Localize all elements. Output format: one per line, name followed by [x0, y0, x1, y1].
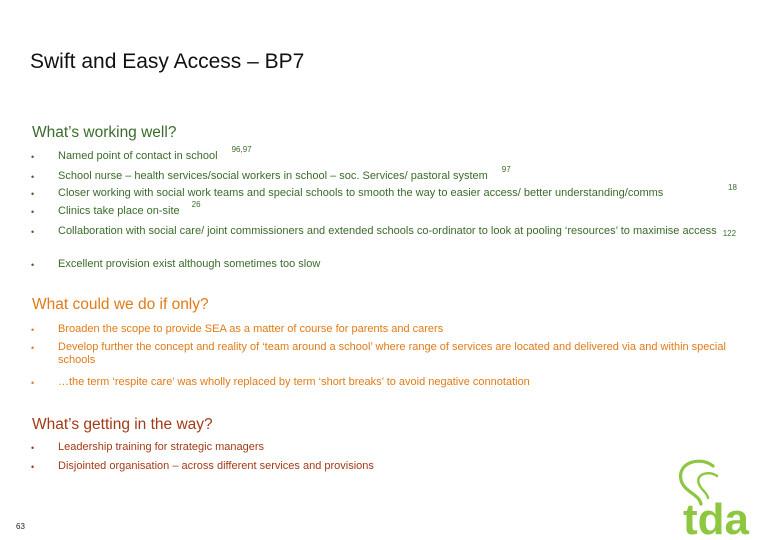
- item-text: School nurse – health services/social workers in school – soc. Services/ pastoral system: [58, 170, 488, 182]
- item-reference: 26: [191, 200, 201, 209]
- item-reference: 18: [728, 183, 737, 192]
- list-item: [58, 187, 663, 200]
- bullet: •: [31, 443, 35, 453]
- tda-logo: [655, 458, 775, 540]
- bullet: •: [31, 462, 35, 472]
- bullet: •: [31, 378, 35, 388]
- item-text: Leadership training for strategic managers: [58, 441, 265, 453]
- list-item: [58, 165, 511, 183]
- slide-title: Swift and Easy Access – BP7: [30, 50, 305, 73]
- section-heading-in-the-way: What’s getting in the way?: [32, 416, 213, 433]
- bullet: •: [31, 325, 35, 335]
- item-reference: 96,97: [231, 145, 252, 154]
- item-text: Disjointed organisation – across different services and provisions: [58, 460, 374, 472]
- list-item: [58, 200, 201, 218]
- bullet: •: [31, 152, 35, 162]
- list-item: [58, 145, 252, 163]
- bullet: •: [31, 207, 35, 217]
- item-text: Broaden the scope to provide SEA as a matter of course for parents and carers: [58, 323, 444, 335]
- bullet: •: [31, 227, 35, 237]
- bullet: •: [31, 260, 35, 270]
- logo-text: tda: [683, 495, 749, 540]
- list-item: [58, 258, 320, 271]
- section-heading-if-only: What could we do if only?: [32, 296, 209, 313]
- item-text: Develop further the concept and reality of ‘team around a school’ where range of services are located and delivered via and within special schools: [58, 341, 726, 366]
- item-text: Named point of contact in school: [58, 150, 218, 162]
- list-item: [58, 460, 374, 473]
- list-item: [58, 376, 530, 389]
- list-item: [58, 225, 748, 238]
- bullet: •: [31, 172, 35, 182]
- bullet: •: [31, 189, 35, 199]
- list-item: [58, 441, 264, 454]
- item-text: …the term ‘respite care’ was wholly replaced by term ‘short breaks’ to avoid negative connotation: [58, 376, 530, 388]
- item-text: Clinics take place on-site: [58, 205, 180, 217]
- bullet: •: [31, 343, 35, 353]
- item-text: Collaboration with social care/ joint commissioners and extended schools co-ordinator to look at pooling ‘resources’ to maximise access: [58, 225, 717, 237]
- item-reference: 122: [722, 229, 737, 238]
- list-item: [58, 323, 443, 336]
- page-number: 63: [16, 522, 25, 531]
- item-text: Excellent provision exist although sometimes too slow: [58, 258, 321, 270]
- item-reference: 97: [501, 165, 511, 174]
- section-heading-working-well: What’s working well?: [32, 124, 177, 141]
- list-item: [58, 341, 728, 367]
- item-text: Closer working with social work teams and special schools to smooth the way to easier access/ better understanding/comms: [58, 187, 664, 199]
